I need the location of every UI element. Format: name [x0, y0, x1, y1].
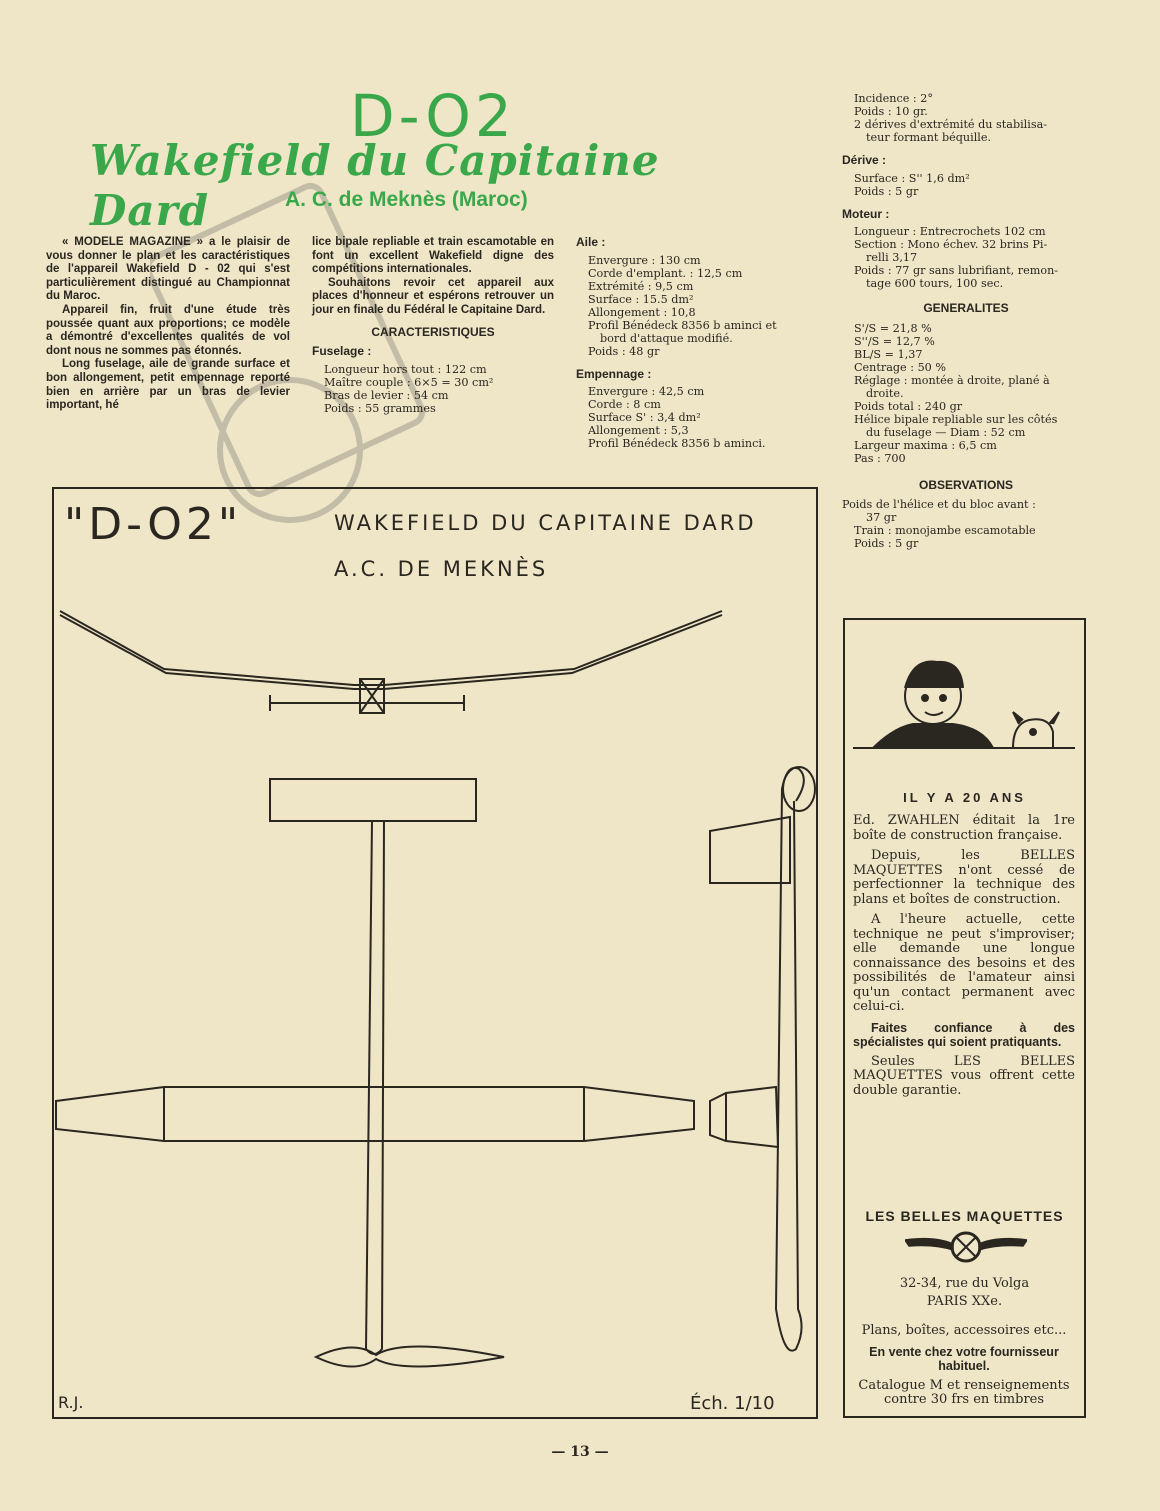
spec-line: Envergure : 130 cm — [588, 253, 701, 267]
spec-line: Poids : 48 gr — [588, 344, 660, 358]
spec-line: Poids total : 240 gr — [854, 399, 963, 413]
drawing-title-line: WAKEFIELD DU CAPITAINE DARD — [334, 511, 757, 535]
spec-column-3 — [576, 236, 826, 450]
spec-line: Réglage : montée à droite, plané à — [854, 373, 1050, 387]
spec-line: droite. — [866, 386, 904, 400]
spec-line: Centrage : 50 % — [854, 360, 946, 374]
spec-line: Poids : 5 gr — [854, 184, 919, 198]
spec-line: Poids : 10 gr. — [854, 105, 928, 118]
spec-line: Surface : S'' 1,6 dm² — [854, 171, 970, 185]
front-view-wing — [60, 615, 722, 689]
propeller — [316, 1346, 504, 1366]
spec-line: 37 gr — [866, 511, 897, 524]
spec-line: teur formant béquille. — [866, 131, 992, 144]
spec-line: Corde : 8 cm — [588, 398, 661, 411]
winged-logo-icon — [905, 1226, 1027, 1266]
ad-heading: IL Y A 20 ANS — [903, 790, 1026, 805]
ad-paragraph-bold: En vente chez votre fournisseur habituel. — [869, 1344, 1059, 1373]
spec-line: tage 600 tours, 100 sec. — [866, 277, 1004, 290]
spec-line: Longueur : Entrecrochets 102 cm — [854, 225, 1046, 238]
spec-line: Surface : 15.5 dm² — [588, 292, 694, 306]
ad-paragraph: Plans, boîtes, accessoires etc... — [861, 1323, 1067, 1338]
empennage-heading: Empennage : — [576, 366, 652, 381]
ad-address-city: PARIS XXe. — [926, 1294, 1003, 1309]
observations-heading: OBSERVATIONS — [918, 477, 1013, 492]
spec-line: Envergure : 42,5 cm — [588, 385, 705, 398]
fuselage-heading: Fuselage : — [312, 344, 372, 359]
spec-line: Incidence : 2° — [854, 92, 933, 105]
drawing-scale: Éch. 1/10 — [690, 1393, 775, 1414]
intro-paragraph: lice bipale repliable et train escamotable en font un excellent Wakefield digne des compétitions internationales. — [312, 236, 554, 276]
spec-line: Longueur hors tout : 122 cm — [324, 362, 487, 376]
intro-column-1 — [46, 236, 290, 413]
ad-paragraph-bold: Faites confiance à des spécialistes qui soient pratiquants. — [853, 1020, 1075, 1049]
spec-line: Hélice bipale repliable sur les côtés — [854, 412, 1058, 426]
brand-logo-text: LES BELLES MAQUETTES — [865, 1208, 1064, 1224]
advertisement-box — [843, 618, 1086, 1418]
boy-and-dog-illustration — [853, 628, 1075, 768]
intro-paragraph: Souhaitons revoir cet appareil aux places d'honneur et espérons retrouver un jour en finale du Fédéral le Capitaine Dard. — [312, 276, 554, 316]
spec-line: Poids : 5 gr — [854, 537, 919, 550]
spec-line: Poids : 55 grammes — [324, 401, 436, 415]
spec-line: Section : Mono échev. 32 brins Pi- — [854, 238, 1048, 251]
spec-line: Pas : 700 — [854, 451, 906, 465]
wing-top-view — [56, 1087, 694, 1141]
club-name: A. C. de Meknès (Maroc) — [285, 188, 528, 211]
airplane-plan-svg — [54, 489, 816, 1417]
generalites-heading: GENERALITES — [923, 301, 1009, 315]
spec-line: Surface S' : 3,4 dm² — [588, 411, 701, 424]
page-subtitle: Wakefield du Capitaine Dard — [90, 136, 660, 235]
spec-line: Largeur maxima : 6,5 cm — [854, 438, 997, 452]
spec-line: Maître couple : 6×5 = 30 cm² — [324, 375, 494, 389]
spec-line: Poids : 77 gr sans lubrifiant, remon- — [854, 264, 1059, 277]
drawing-author: R.J. — [58, 1393, 84, 1412]
spec-line: Corde d'emplant. : 12,5 cm — [588, 266, 743, 280]
moteur-heading: Moteur : — [842, 206, 890, 221]
intro-paragraph: « MODELE MAGAZINE » a le plaisir de vous donner le plan et les caractéristiques de l'appareil Wakefield D - 02 qui s'est particulièrement distingué au Championnat du Maroc. — [46, 236, 290, 303]
ad-paragraph: A l'heure actuelle, cette technique ne peut s'improviser; elle demande une longue connaissance des besoins et des possibilités de l'amateur ainsi qu'un contact permanent avec celui-ci. — [853, 912, 1075, 1014]
spec-line: Train : monojambe escamotable — [854, 524, 1036, 537]
ad-paragraph: Seules LES BELLES MAQUETTES vous offrent cette double garantie. — [853, 1053, 1075, 1098]
spec-line: Allongement : 10,8 — [588, 305, 696, 319]
intro-column-2 — [312, 236, 554, 415]
spec-line: S'/S = 21,8 % — [854, 321, 932, 335]
page-number: — 13 — — [551, 1444, 609, 1460]
spec-line: BL/S = 1,37 — [854, 347, 923, 361]
spec-line: Allongement : 5,3 — [588, 424, 689, 437]
ad-paragraph: Catalogue M et renseignements contre 30 frs en timbres — [858, 1377, 1070, 1407]
spec-line: Extrémité : 9,5 cm — [588, 279, 694, 293]
drawing-club-line: A.C. DE MEKNÈS — [334, 557, 549, 581]
spec-column-4 — [842, 92, 1090, 550]
spec-line: Bras de levier : 54 cm — [324, 388, 449, 402]
intro-paragraph: Appareil fin, fruit d'une étude très poussée quant aux proportions; ce modèle a démontré d'excellentes qualités de vol dont nous ne sommes pas étonnés. — [46, 303, 290, 357]
fin-side-view — [710, 817, 790, 883]
derive-heading: Dérive : — [842, 153, 887, 167]
nose-block-side-view — [710, 1087, 778, 1147]
spec-line: Profil Bénédeck 8356 b aminci. — [588, 437, 766, 450]
spec-line: du fuselage — Diam : 52 cm — [866, 425, 1026, 439]
drawing-model-name: "D-O2" — [64, 499, 243, 550]
ad-body — [853, 814, 1075, 1104]
ad-paragraph: Ed. ZWAHLEN éditait la 1re boîte de construction française. — [853, 813, 1075, 843]
ad-footer — [853, 1324, 1075, 1414]
spec-line: S''/S = 12,7 % — [854, 334, 935, 348]
caracteristiques-heading: CARACTERISTIQUES — [371, 324, 495, 339]
spec-line: Poids de l'hélice et du bloc avant : — [842, 498, 1036, 511]
ad-paragraph: Depuis, les BELLES MAQUETTES n'ont cessé de perfectionner la technique des plans et boîtes de construction. — [853, 848, 1075, 907]
spec-line: 2 dérives d'extrémité du stabilisa- — [854, 118, 1048, 131]
intro-paragraph: Long fuselage, aile de grande surface et bon allongement, petit empennage reporté bien en arrière par un bras de levier important, hé — [46, 358, 290, 412]
spec-line: bord d'attaque modifié. — [600, 331, 733, 345]
stabilizer-top-view — [270, 779, 476, 821]
ad-address-line: 32-34, rue du Volga — [899, 1276, 1030, 1291]
spec-line: relli 3,17 — [866, 251, 918, 264]
spec-line: Profil Bénédeck 8356 b aminci et — [588, 318, 777, 332]
front-view-wing — [60, 611, 722, 685]
aile-heading: Aile : — [576, 235, 606, 249]
plan-drawing — [52, 487, 818, 1419]
page-title: D-O2 — [350, 82, 516, 150]
